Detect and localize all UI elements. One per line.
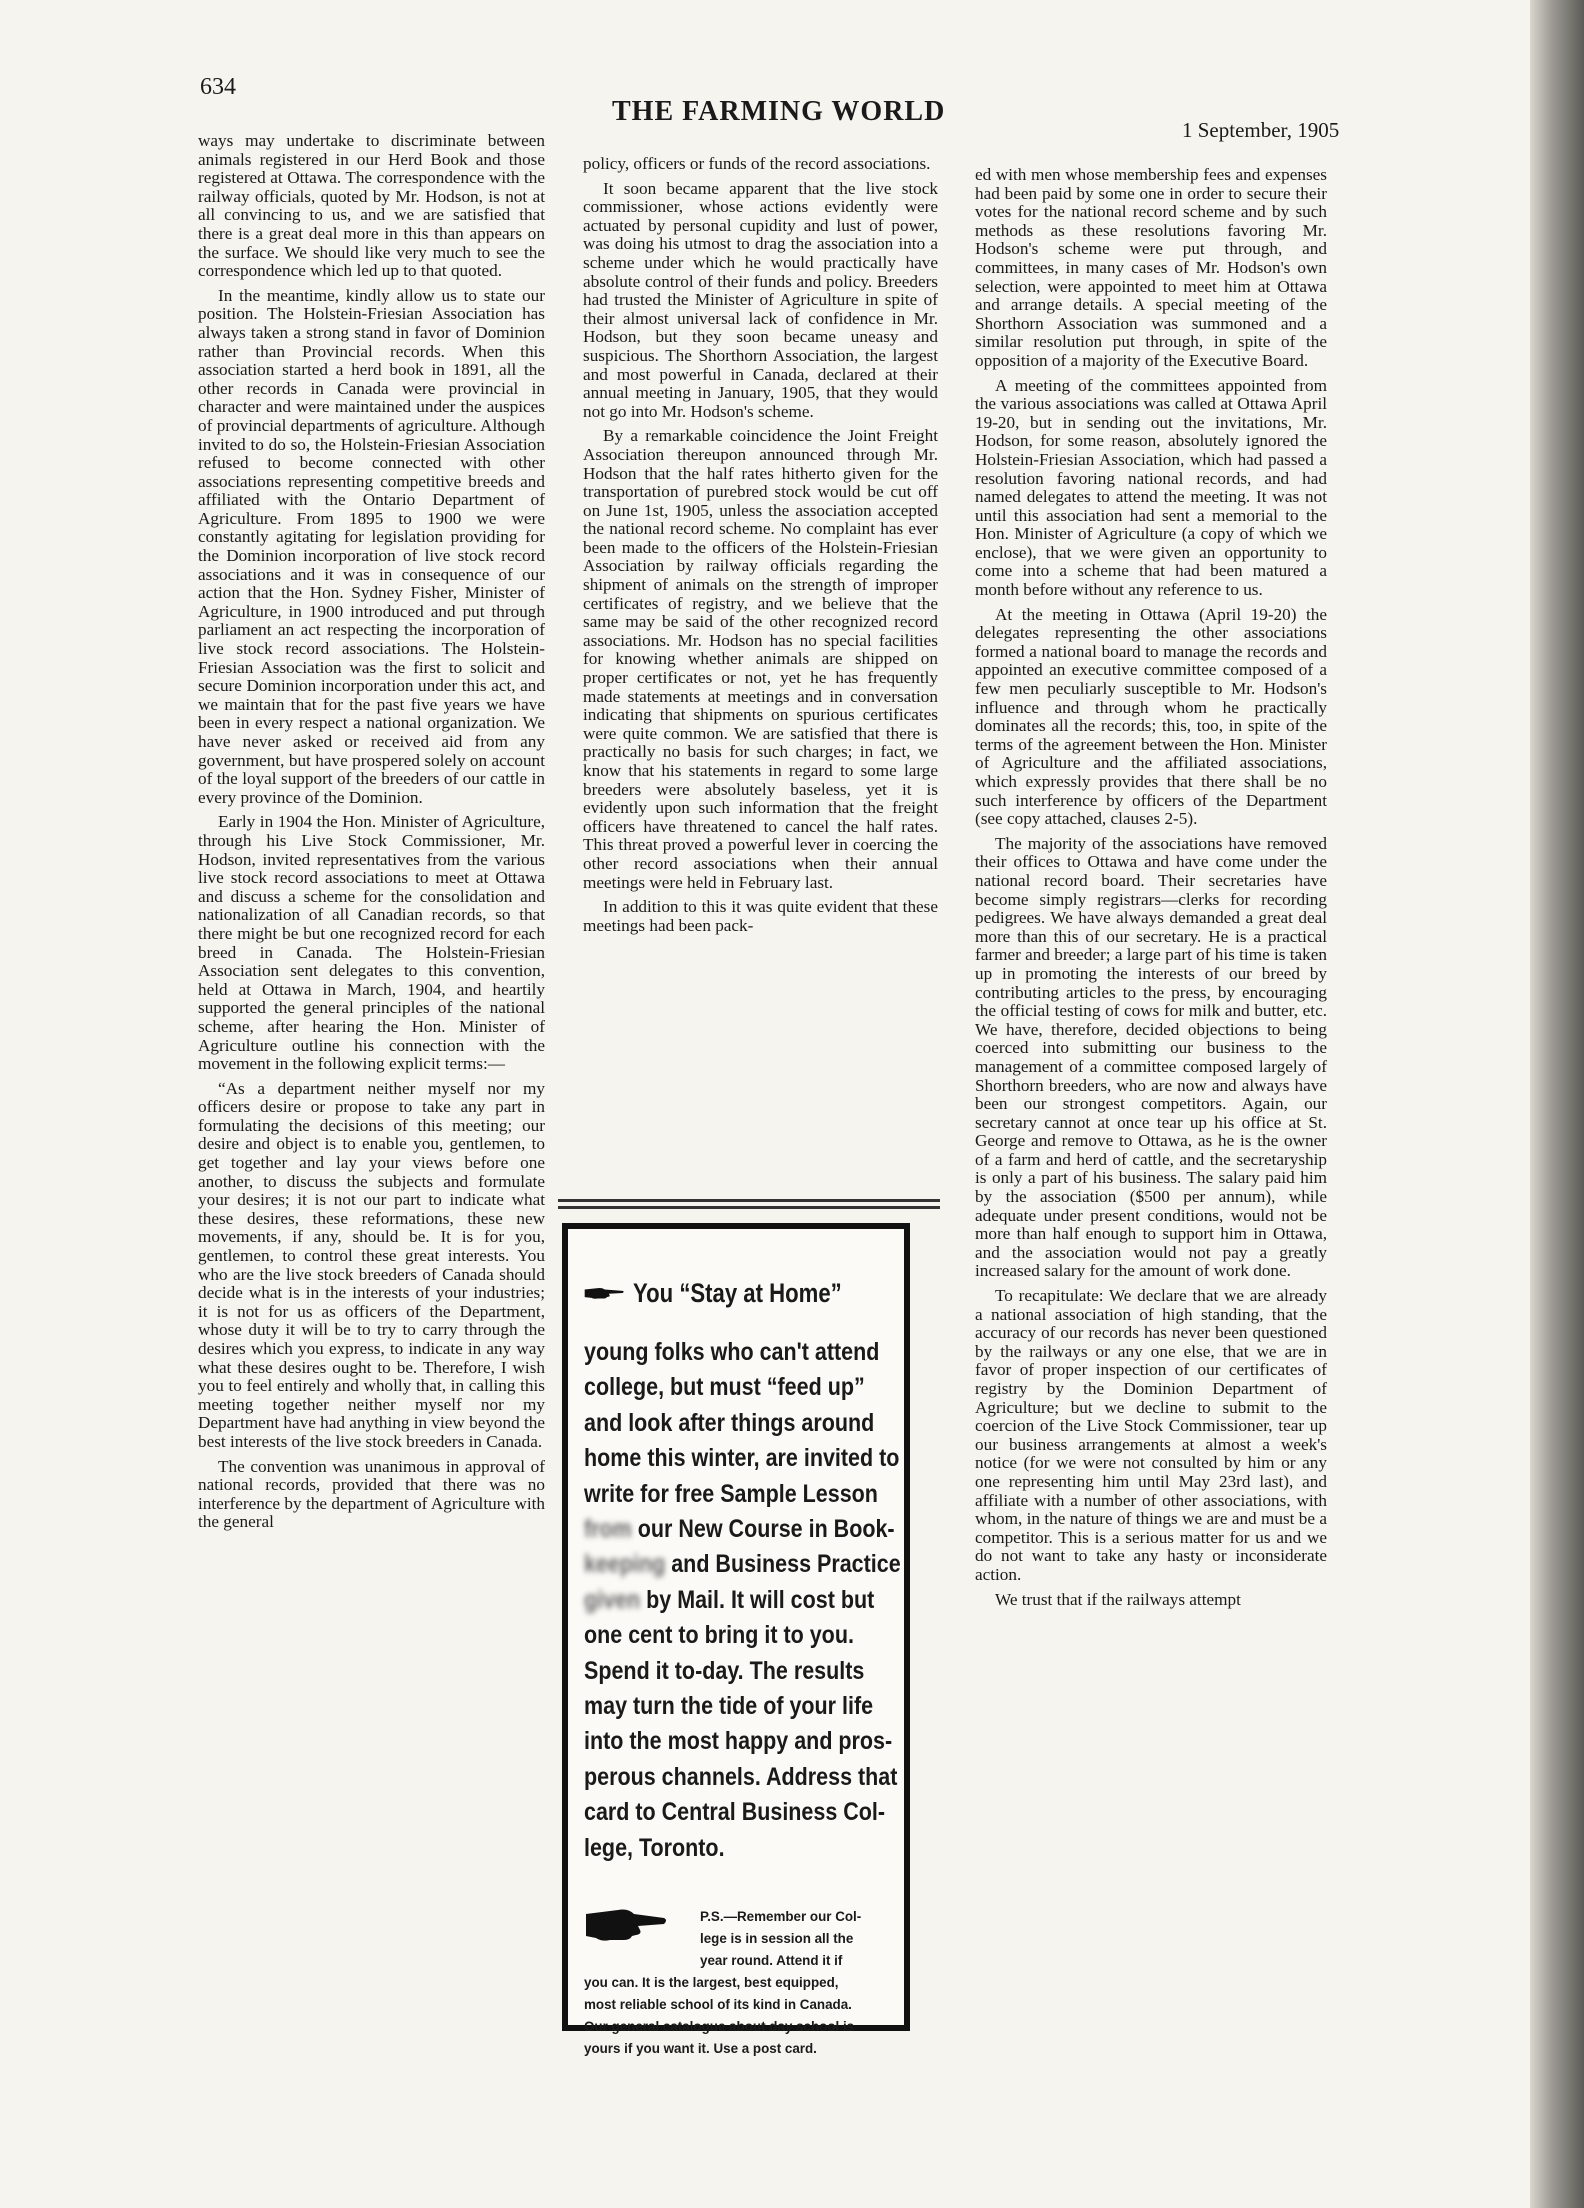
ps-line: you can. It is the largest, best equipped, — [584, 1975, 839, 1991]
ad-line: perous channels. Address that — [584, 1762, 898, 1791]
ad-postscript — [584, 1906, 888, 2060]
advertisement-box — [562, 1223, 910, 2057]
ps-line: year round. Attend it if — [700, 1953, 843, 1969]
ps-line: lege is in session all the — [700, 1931, 854, 1947]
paragraph: ed with men whose membership fees and expenses had been paid by some one in order to secure their votes for the national record scheme and by such methods as these resolutions favoring Mr. Hodson's scheme were put through, and committees, in many cases of Mr. Hodson's own selection, were appointed to meet him at Ottawa and arrange details. A special meeting of the Shorthorn Association was summoned and a similar resolution put through, in spite of the opposition of a majority of the Executive Board. — [975, 166, 1327, 370]
ad-body — [584, 1335, 902, 1866]
paragraph: At the meeting in Ottawa (April 19-20) the delegates representing the other associations formed a national board to manage the records and appointed an executive committee composed of a few men peculiarly susceptible to Mr. Hodson's influence and through whom he practically dominates all the records; this, too, in spite of the terms of the agreement between the Hon. Minister of Agriculture and the affiliated associations, which expressly provides that there shall be no such interference by officers of the Department (see copy attached, clauses 2-5). — [975, 604, 1327, 829]
ps-line: most reliable school of its kind in Canada. — [584, 1997, 852, 2013]
ad-line: into the most happy and pros- — [584, 1727, 893, 1756]
paragraph: The convention was unanimous in approval of national records, provided that there was no interference by the department of Agriculture with the general — [198, 1456, 545, 1532]
ad-line: card to Central Business Col- — [584, 1798, 886, 1827]
ad-line: keeping and Business Practice — [584, 1550, 901, 1579]
paragraph: We trust that if the railways attempt — [995, 1589, 1241, 1609]
paragraph: To recapitulate: We declare that we are already a national association of high standing, that the accuracy of our records has never been questioned by the railways or any one else, that we are in favor of proper inspection of our certificates of registry by the Dominion Department of Agriculture; but we decline to submit to the coercion of the Live Stock Commissioner, tear up our business arrangements at almost a week's notice (for we were not consulted by him or any one representing him until May 23rd last), and affiliate with a number of other associations, with whom, in the nature of things we are and must be a competitor. This is a serious matter for us and we do not want to take any hasty or inconsiderate action. — [975, 1286, 1327, 1584]
ad-line: home this winter, are invited to — [584, 1444, 900, 1473]
pointing-hand-icon — [584, 1273, 625, 1313]
ad-line: given by Mail. It will cost but — [584, 1585, 875, 1614]
ad-headline-row — [584, 1273, 888, 1313]
article-column-3 — [975, 166, 1327, 2088]
paragraph: policy, officers or funds of the record associations. — [583, 155, 931, 173]
paragraph: Early in 1904 the Hon. Minister of Agriculture, through his Live Stock Commissioner, Mr. Hodson, invited representatives from the various live stock record associations to meet at Ottawa and discuss a scheme for the consolidation and nationalization of all Canadian records, so that there might be but one recognized record for each breed in Canada. The Holstein-Friesian Association sent delegates to this convention, held at Ottawa in March, 1904, and heartily supported the general principles of the national scheme, after hearing the Hon. Minister of Agriculture outline his connection with the movement in the following explicit terms:— — [198, 812, 545, 1074]
paragraph: “As a department neither myself nor my officers desire or propose to take any part in formulating the decisions of this meeting; our desire and object is to enable you, gentlemen, to get together and lay your views before one another, to discuss the subjects and formulate your desires; it is not our part to indicate what these desires, these reformations, these new movements, if any, should be. It is for you, gentlemen, to control these great interests. You who are the live stock breeders of Canada should decide what is in the interests of your industries; it is not for us as officers of the Department, whose duty it will be to try to carry through the desires which you express, to indicate in any way what these desires ought to be. Therefore, I wish you to feel entirely and wholly that, in calling this meeting together neither myself nor my Department have had anything in view beyond the best interests of the live stock breeders in Canada. — [198, 1078, 545, 1451]
ad-line: Spend it to-day. The results — [584, 1656, 865, 1685]
ad-line: may turn the tide of your life — [584, 1692, 874, 1721]
page-number: 634 — [200, 74, 236, 100]
paragraph: By a remarkable coincidence the Joint Freight Association thereupon announced through Mr. Hodson that the half rates hitherto given for the transportation of purebred stock would be cut off on June 1st, 1905, unless the association accepted the national record scheme. No complaint has ever been made to the officers of the Holstein-Friesian Association by railway officials regarding the shipment of animals on the strength of improper certificates of registry, and we believe that the same may be said of the other recognized record associations. Mr. Hodson has no special facilities for knowing whether animals are shipped on proper certificates or not, yet he has frequently made statements at meetings and in conversation indicating that shipments on spurious certificates were quite common. We are satisfied that there is practically no basis for such charges; in fact, we know that his statements in regard to some large breeders were absolutely baseless, yet it is evidently upon such information that the freight officers have threatened to cancel the half rates. This threat proved a powerful lever in coercing the other record associations when their annual meetings were held in February last. — [583, 426, 938, 892]
divider-rule — [558, 1199, 940, 1202]
ad-line: write for free Sample Lesson — [584, 1479, 878, 1508]
ps-line: P.S.—Remember our Col- — [700, 1909, 862, 1925]
page-edge — [1530, 0, 1584, 2208]
ad-line: and look after things around — [584, 1408, 875, 1437]
paragraph: In addition to this it was quite evident that these meetings had been pack- — [583, 897, 938, 935]
paragraph: In the meantime, kindly allow us to state our position. The Holstein-Friesian Association has always taken a strong stand in favor of Dominion rather than Provincial records. When this association started a herd book in 1891, all the other records in Canada were provincial in character and were maintained under the auspices of provincial departments of agriculture. Although invited to do so, the Holstein-Friesian Association refused to become connected with other associations representing competitive breeds and affiliated with the Ontario Department of Agriculture. From 1895 to 1900 we were constantly agitating for legislation providing for the Dominion incorporation of live stock record associations and it was in consequence of our action that the Hon. Sydney Fisher, Minister of Agriculture, in 1900 introduced and put through parliament an act respecting the incorporation of live stock record associations. The Holstein-Friesian Association was the first to solicit and secure Dominion incorporation under this act, and we maintain that for the past five years we have been in every respect a national organization. We have never asked or received aid from any government, but have prospered solely on account of the loyal support of the breeders of our cattle in every province of the Dominion. — [198, 285, 545, 807]
issue-date: 1 September, 1905 — [1182, 118, 1340, 142]
paragraph: A meeting of the committees appointed from the various associations was called at Ottawa April 19-20, but in sending out the invitations, Mr. Hodson, for some reason, absolutely ignored the Holstein-Friesian Association, which had passed a resolution favoring national records, and had named delegates to attend the meeting. It was not until this association had sent a memorial to the Hon. Minister of Agriculture (a copy of which we enclose), that we were given an opportunity to come into a scheme that had been matured a month before without any reference to us. — [975, 375, 1327, 600]
divider-rule — [558, 1206, 940, 1209]
ps-line: Our general catalogue about day school is — [584, 2019, 855, 2035]
ad-headline: You “Stay at Home” — [633, 1277, 843, 1308]
ad-line: college, but must “feed up” — [584, 1373, 865, 1402]
ad-line: from our New Course in Book- — [584, 1515, 895, 1544]
ad-line: young folks who can't attend — [584, 1338, 880, 1366]
paragraph: It soon became apparent that the live stock commissioner, whose actions evidently were actuated by personal cupidity and lust of power, was doing his utmost to drag the association into a scheme under which he would practically have absolute control of their funds and policy. Breeders had trusted the Minister of Agriculture in spite of their almost universal lack of confidence in Mr. Hodson, but they soon became uneasy and suspicious. The Shorthorn Association, the largest and most powerful in Canada, declared at their annual meeting in January, 1905, that they would not go into Mr. Hodson's scheme. — [583, 178, 938, 421]
article-column-1 — [198, 132, 545, 2064]
ad-line: lege, Toronto. — [584, 1833, 725, 1862]
page-title: THE FARMING WORLD — [612, 96, 946, 127]
paragraph: ways may undertake to discriminate between animals registered in our Herd Book and those registered at Ottawa. The correspondence with the railway officials, quoted by Mr. Hodson, is not at all convincing to us, and we are satisfied that there is a great deal more in this than appears on the surface. We should like very much to see the correspondence which led up to that quoted. — [198, 132, 545, 281]
ad-line: one cent to bring it to you. — [584, 1621, 854, 1650]
ps-line: yours if you want it. Use a post card. — [584, 2041, 817, 2057]
article-column-2 — [583, 155, 938, 1180]
paragraph: The majority of the associations have removed their offices to Ottawa and have come under the national record board. Their secretaries have become simply registrars—clerks for recording pedigrees. We have always demanded a great deal more than this of our secretary. He is a practical farmer and breeder; a large part of his time is taken up in promoting the interests of our breed by contributing articles to the press, by encouraging the official testing of cows for milk and butter, etc. We have, therefore, decided objections to being coerced into submitting our business to the management of a committee composed largely of Shorthorn breeders, who are now and always have been our strongest competitors. Again, our secretary cannot at once tear up his office at St. George and remove to Ottawa, as he is the owner of a farm and herd of cattle, and the secretaryship is only a part of his business. The salary paid him by the association ($500 per annum), while adequate under present conditions, would not be more than half enough to support him in Ottawa, and the association would not pay a greatly increased salary for the amount of work done. — [975, 833, 1327, 1281]
pointing-hand-icon — [584, 1906, 668, 1946]
